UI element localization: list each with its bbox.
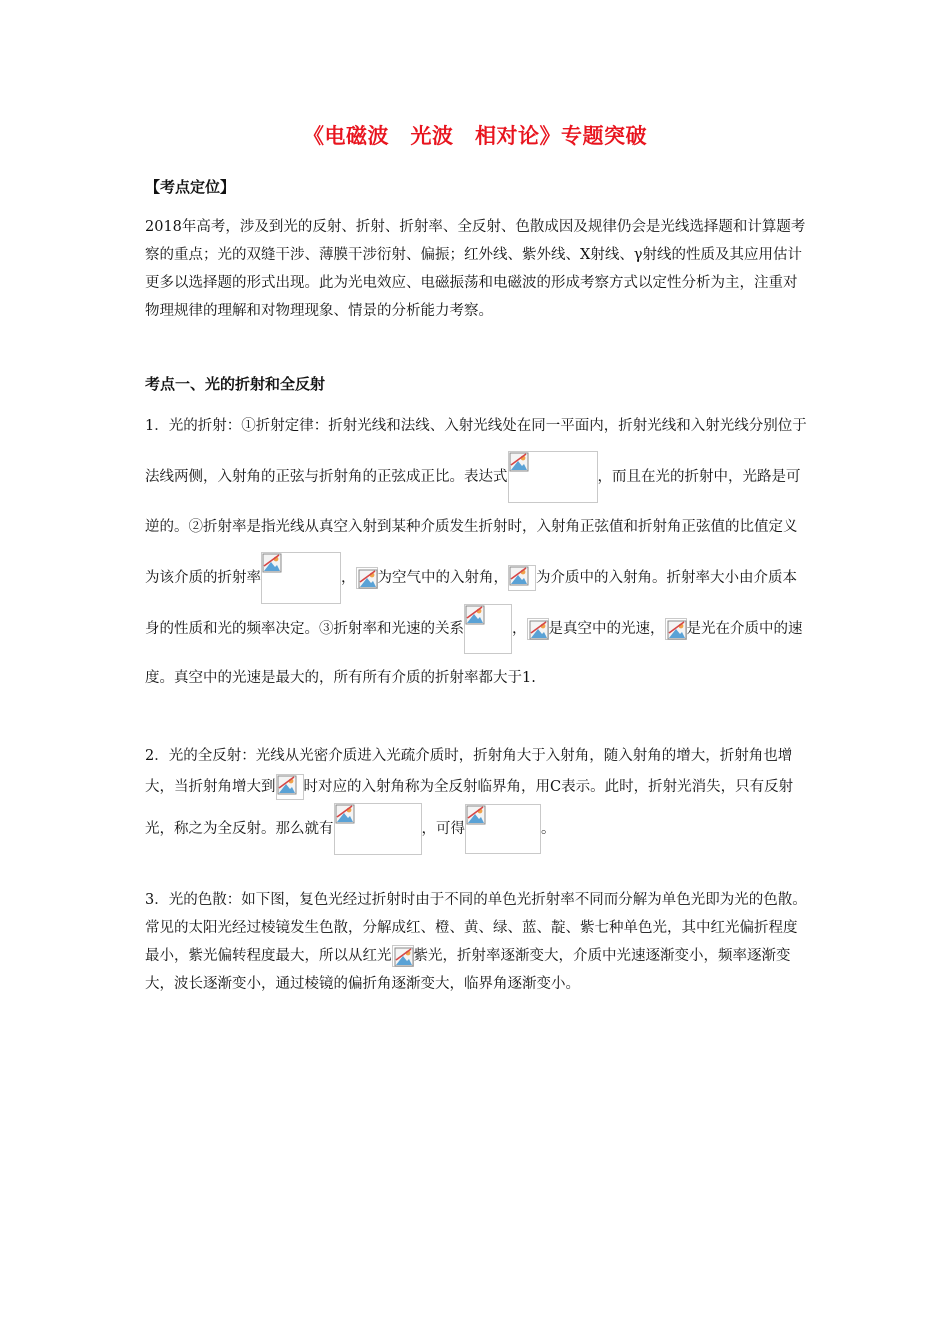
broken-image-icon xyxy=(529,620,549,640)
broken-image-icon xyxy=(667,620,687,640)
formula-image xyxy=(508,565,536,591)
paragraph-text: 是光在介质中的速度。真空中的光速是最大的，所有所有介质的折射率都大于1. xyxy=(145,621,803,686)
section-heading-refraction: 考点一、光的折射和全反射 xyxy=(145,375,326,393)
broken-image-icon xyxy=(466,805,486,825)
document-title: 《电磁波 光波 相对论》专题突破 xyxy=(303,124,647,148)
formula-image xyxy=(334,803,422,855)
formula-image xyxy=(276,774,304,800)
formula-image xyxy=(527,618,549,640)
formula-image xyxy=(665,618,687,640)
paragraph-text: ， xyxy=(512,621,527,637)
position-paragraph: 2018年高考，涉及到光的反射、折射、折射率、全反射、色散成因及规律仍会是光线选择题和计算题考察的重点；光的双缝干涉、薄膜干涉衍射、偏振；红外线、紫外线、X射线、γ射线的性质及其应用估计更多以选择题的形式出现。此为光电效应、电磁振荡和电磁波的形成考察方式以定性分析为主，注重对物理规律的理解和对物理现象、情景的分析能力考察。 xyxy=(145,219,806,319)
paragraph-text: 为空气中的入射角， xyxy=(377,570,508,586)
broken-image-icon xyxy=(394,947,414,967)
broken-image-icon xyxy=(465,605,485,625)
paragraph-text: ，可得 xyxy=(421,821,465,837)
dispersion-paragraph xyxy=(145,886,807,998)
formula-image xyxy=(508,451,598,503)
broken-image-icon xyxy=(358,569,378,589)
broken-image-icon xyxy=(262,553,282,573)
broken-image-icon xyxy=(509,566,529,586)
broken-image-icon xyxy=(277,775,297,795)
formula-image xyxy=(356,567,378,589)
formula-image xyxy=(392,945,414,967)
paragraph-text: 时对应的入射角称为全反射临界角，用C表示。此时，折射光消失，只有反射光，称之为全反射。那么就有 xyxy=(145,779,794,837)
paragraph-text: ，而且在光的折射中，光路是可逆的。②折射率是指光线从真空入射到某种介质发生折射时，入射角正弦值和折射角正弦值的比值定义为该介质的折射率 xyxy=(145,469,801,586)
formula-image xyxy=(261,552,341,604)
paragraph-text: ， xyxy=(341,570,356,586)
total-reflection-paragraph xyxy=(145,741,807,855)
paragraph-text: 是真空中的光速， xyxy=(548,621,665,637)
section-heading-position: 【考点定位】 xyxy=(145,178,236,196)
paragraph-text: 紫光，折射率逐渐变大，介质中光速逐渐变小，频率逐渐变大，波长逐渐变小，通过棱镜的偏折角逐渐变大，临界角逐渐变小。 xyxy=(145,948,791,992)
formula-image xyxy=(464,604,512,654)
paragraph-text: 2．光的全反射：光线从光密介质进入光疏介质时，折射角大于入射角，随入射角的增大，折射角也增大，当折射角增大到 xyxy=(145,748,793,795)
refraction-paragraph xyxy=(145,402,807,703)
paragraph-text: 。 xyxy=(541,821,556,837)
paragraph-text: 3．光的色散：如下图，复色光经过折射时由于不同的单色光折射率不同而分解为单色光即为光的色散。常见的太阳光经过棱镜发生色散，分解成红、橙、黄、绿、蓝、靛、紫七种单色光，其中红光偏折程度最小，紫光偏转程度最大，所以从红光 xyxy=(145,892,807,964)
paragraph-text: 为介质中的入射角。折射率大小由介质本身的性质和光的频率决定。③折射率和光速的关系 xyxy=(145,570,797,637)
broken-image-icon xyxy=(335,804,355,824)
formula-image xyxy=(465,804,541,854)
paragraph-text: 1．光的折射：①折射定律：折射光线和法线、入射光线处在同一平面内，折射光线和入射光线分别位于法线两侧，入射角的正弦与折射角的正弦成正比。表达式 xyxy=(145,418,807,485)
broken-image-icon xyxy=(509,452,529,472)
